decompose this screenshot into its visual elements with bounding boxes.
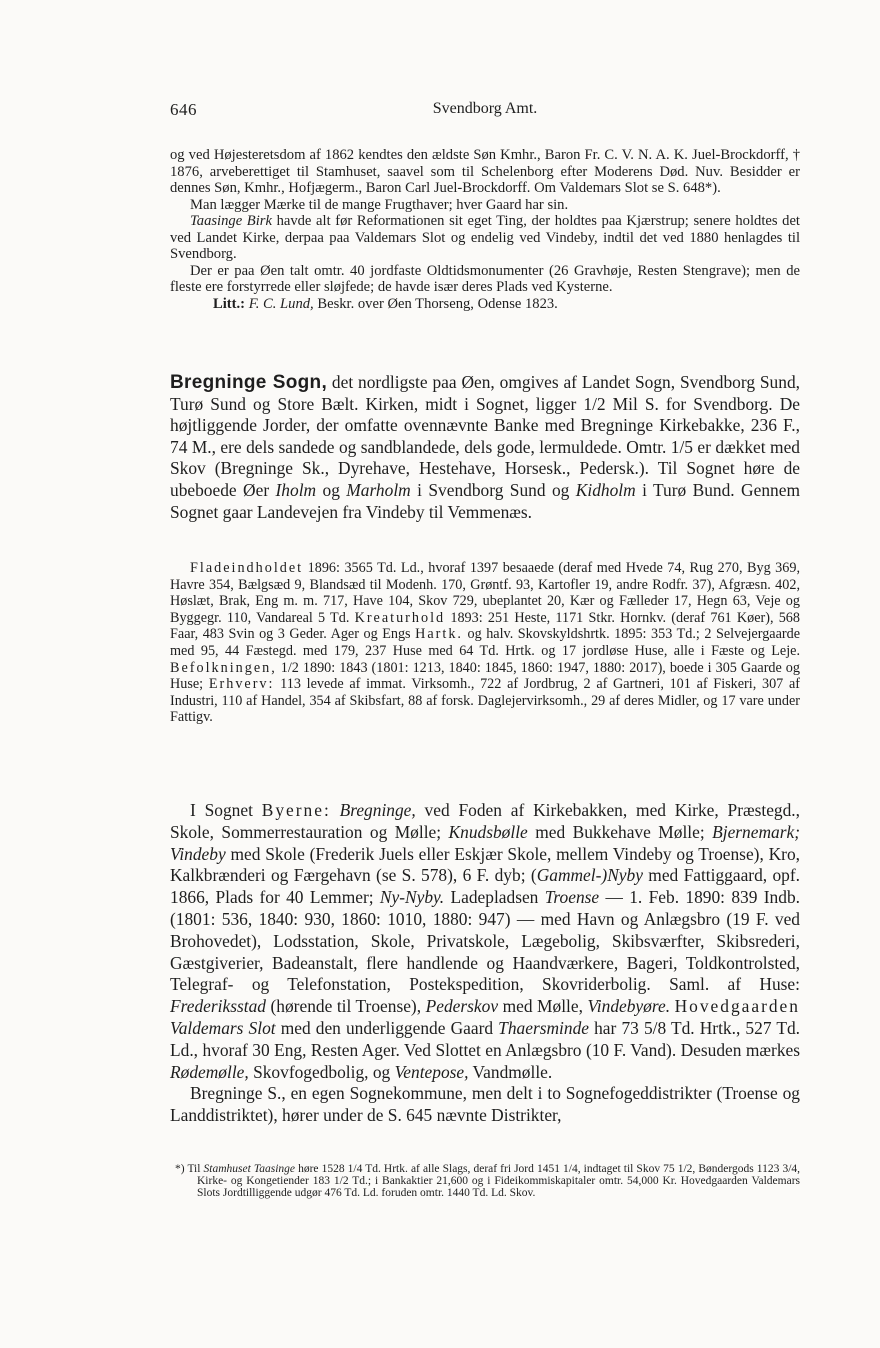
paragraph-birk [170,213,800,263]
intro-text-f: i Turø Bund. Gennem Sognet gaar Landevejen fra Vindeby til Vemmenæs. [170,479,800,522]
paragraph-bregninge-sogn [170,372,800,523]
place-kidholm: Kidholm [575,479,636,500]
page-number: 646 [170,100,197,119]
place-bjernemark: Bjernemark; [712,821,800,842]
place-rodemolle: Rødemølle, [170,1061,249,1082]
byerne-text-e: med Skole (Frederik Juels eller Eskjær Skole, mellem Vindeby og Troense), Kro, Kalkbrænderi og Færgehavn (se S. 578), 6 F. dyb; ( [170,843,800,886]
section-statistics [170,560,800,726]
byerne-text-k: med den underliggende Gaard [275,1017,499,1038]
section-taasinge-end [170,147,800,312]
fraction-hartkorn: 73 5/8 [621,1017,667,1038]
stats-text-e: 113 levede af immat. Virksomh., 722 af Jordbrug, 2 af Gartneri, 101 af Fiskeri, 307 af Industri, 110 af Handel, 354 af Skibsfart, 88 af forsk. Daglejervirksomh., 29 af deres Midler, og 17 vare under Fattigv. [170,676,800,726]
place-marholm: Marholm [346,479,411,500]
paragraph-sognekommune: Bregninge S., en egen Sognekommune, men delt i to Sognefogeddistrikter (Troense og Landdistriktet), hører under de S. 645 nævnte Distrikter, [170,1083,800,1126]
lit-label: Litt.: [213,295,246,312]
byerne-text-b: ved Foden af Kirkebakken, med Kirke, Præstegd., Skole, Sommerrestauration og Mølle; [170,800,800,842]
place-vindeby: Vindeby [170,843,226,864]
section-byerne [170,800,800,1127]
paragraph-frugthaver: Man lægger Mærke til de mange Frugthaver; hver Gaard har sin. [190,196,569,213]
lit-author: F. C. Lund, [248,295,314,312]
literature-line [170,296,800,313]
byerne-text-j: med Mølle, [498,996,588,1017]
fraction-half-stats: 1/2 [280,659,299,676]
place-frederiksstad: Frederiksstad [170,996,266,1017]
intro-text-a: det nordligste paa Øen, omgives af Landet Sogn, Svendborg Sund, Turø Sund og Store Bælt. Kirken, midt i Sognet, ligger [170,372,800,414]
place-knudsbolle: Knudsbølle [448,821,528,842]
place-vindebyore: Vindebyøre. [587,996,671,1017]
spaced-kreaturhold: Kreaturhold [354,609,446,626]
byerne-text-l: har [589,1017,622,1038]
stats-text-a: 1896: 3565 Td. Ld., hvoraf 1397 besaaede (deraf med Hvede 74, Rug 270, Byg 369, Havre 354, Bælgsæd 9, Blandsæd til Modenh. 170, Grøntf. 93, Kartofler 19, andre Rodfr. 37), Afgræsn. 402, Høslæt, Brak, Eng m. m. 717, Have 104, Skov 729, ubeplantet 20, Kær og Fælleder 17, Hegn 63, Veje og Byggegr. 110, Vandareal 5 Td. [170,560,800,626]
place-pederskov: Pederskov [425,996,499,1017]
place-iholm: Iholm [275,479,317,500]
paragraph-stamhuset: og ved Højesteretsdom af 1862 kendtes den ældste Søn Kmhr., Baron Fr. C. V. N. A. K. Juel-Brockdorff, † 1876, arveberettiget til Stamhuset, saavel som til Schelenborg efter Moderens Død. Nuv. Besidder er dennes Søn, Kmhr., Hofjægerm., Baron Carl Juel-Brockdorff. Om Valdemars Slot se S. 648*). [170,147,800,196]
footnote [175,1164,800,1199]
spaced-erhverv: Erhverv: [208,676,275,693]
byerne-text-a: I Sognet [190,800,262,820]
stats-text-d: 1890: 1843 (1801: 1213, 1840: 1845, 1860: 1947, 1880: 2017), boede i 305 Gaarde og Huse; [170,659,800,693]
lit-text: Beskr. over Øen Thorseng, Odense 1823. [313,295,558,312]
place-ny-nyby: Ny-Nyby. [379,887,445,908]
byerne-text-g: Ladepladsen [444,887,545,908]
italic-taasinge-birk: Taasinge Birk [190,213,272,229]
byerne-text-i: (hørende til Troense), [265,996,426,1017]
page-header [170,100,800,124]
intro-text-d: og [316,479,347,500]
fraction-fifth: 1/5 [670,436,693,457]
byerne-text-o: Vandmølle. [468,1061,553,1082]
place-ventepose: Ventepose, [394,1061,469,1082]
footnote-mark: *) Til [175,1163,204,1175]
byerne-text-m: Td. Hrtk., 527 Td. Ld., hvoraf 30 Eng, Resten Ager. Ved Slottet en Anlægsbro (10 F. Vand). Desuden mærkes [170,1017,800,1060]
intro-text-e: i Svendborg Sund og [410,479,576,500]
spaced-befolkningen: Befolkningen, [170,659,277,676]
stats-text-c: og halv. Skovskyldshrtk. 1895: 353 Td.; 2 Selvejergaarde med 95, 44 Fæstegd. med 179, 237 Huse med 64 Td. Hrtk. og 17 jordløse Huse, alle i Fæste og Leje. [170,626,800,659]
spaced-fladeindholdet: Fladeindholdet [190,560,304,576]
place-troense: Troense [544,887,600,908]
place-bregninge: Bregninge, [339,800,416,820]
place-valdemars-slot: Valdemars Slot [170,1017,276,1038]
intro-text-c: er dækket med Skov (Bregninge Sk., Dyrehave, Hestehave, Horsesk., Pedersk.). Til Sognet høre de ubeboede Øer [170,436,800,500]
fraction-half: 1/2 [583,393,606,414]
section-bregninge-intro [170,372,800,523]
sogn-heading: Bregninge Sogn, [170,372,328,393]
place-thaersminde: Thaersminde [498,1017,589,1038]
spaced-byerne: Byerne: [261,800,331,820]
birk-text: havde alt før Reformationen sit eget Ting, der holdtes paa Kjærstrup; senere holdtes det ved Landet Kirke, derpaa paa Valdemars Slot og endelig ved Vindeby, indtil det ved 1880 henlagdes til Svendborg. [170,213,800,262]
byerne-text-c: med Bukkehave Mølle; [527,821,713,842]
footnote-italic: Stamhuset Taasinge [203,1163,295,1175]
paragraph-statistics [170,560,800,726]
stats-text-b: 1893: 251 Heste, 1171 Stkr. Hornkv. (deraf 761 Køer), 568 Faar, 483 Svin og 3 Geder. Ager og Engs [170,609,800,643]
spaced-hovedgaarden: Hovedgaarden [674,996,800,1017]
running-title: Svendborg Amt. [432,100,538,117]
byerne-text-n: Skovfogedbolig, og [248,1061,395,1082]
paragraph-byerne [170,800,800,1083]
spaced-hartk: Hartk. [415,626,463,643]
footnote-text: høre 1528 1/4 Td. Hrtk. af alle Slags, deraf fri Jord 1451 1/4, indtaget til Skov 75 1/2, Bøndergods 1123 3/4, Kirke- og Kongetiender 183 1/2 Td.; i Bankaktier 21,600 og i Fideikommiskapitaler omtr. 54,000 Kr. Hovedgaarden Valdemars Slots Jordtilliggende udgør 476 Td. Ld. foruden omtr. 1440 Td. Ld. Skov. [197,1163,801,1199]
place-gammel-nyby: Gammel-)Nyby [536,865,643,886]
intro-text-b: Mil S. for Svendborg. De højtliggende Jorder, der omfatte ovennævnte Banke med Bregninge Kirkebakke, 236 F., 74 M., ere dels sandede og sandblandede, dels gode, lermuldede. Omtr. [170,393,800,457]
byerne-text-f: med Fattiggaard, opf. 1866, Plads for 40 Lemmer; [170,865,801,908]
byerne-text-h: — 1. Feb. 1890: 839 Indb. (1801: 536, 1840: 930, 1860: 1010, 1880: 947) — med Havn og Anlægsbro (19 F. ved Brohovedet), Lodsstation, Skole, Privatskole, Lægebolig, Skibsværfter, Skibsrederi, Gæstgiverier, Badeanstalt, flere handlende og Haandværkere, Bageri, Toldkontrolsted, Telegraf- og Telefonstation, Postekspedition, Skovriderbolig. Saml. af Huse: [170,887,800,995]
paragraph-oldtidsmonumenter: Der er paa Øen talt omtr. 40 jordfaste Oldtidsmonumenter (26 Gravhøje, Resten Stengrave); men de fleste ere forstyrrede eller sløjfede; de havde især deres Plads ved Kysterne. [170,262,800,295]
